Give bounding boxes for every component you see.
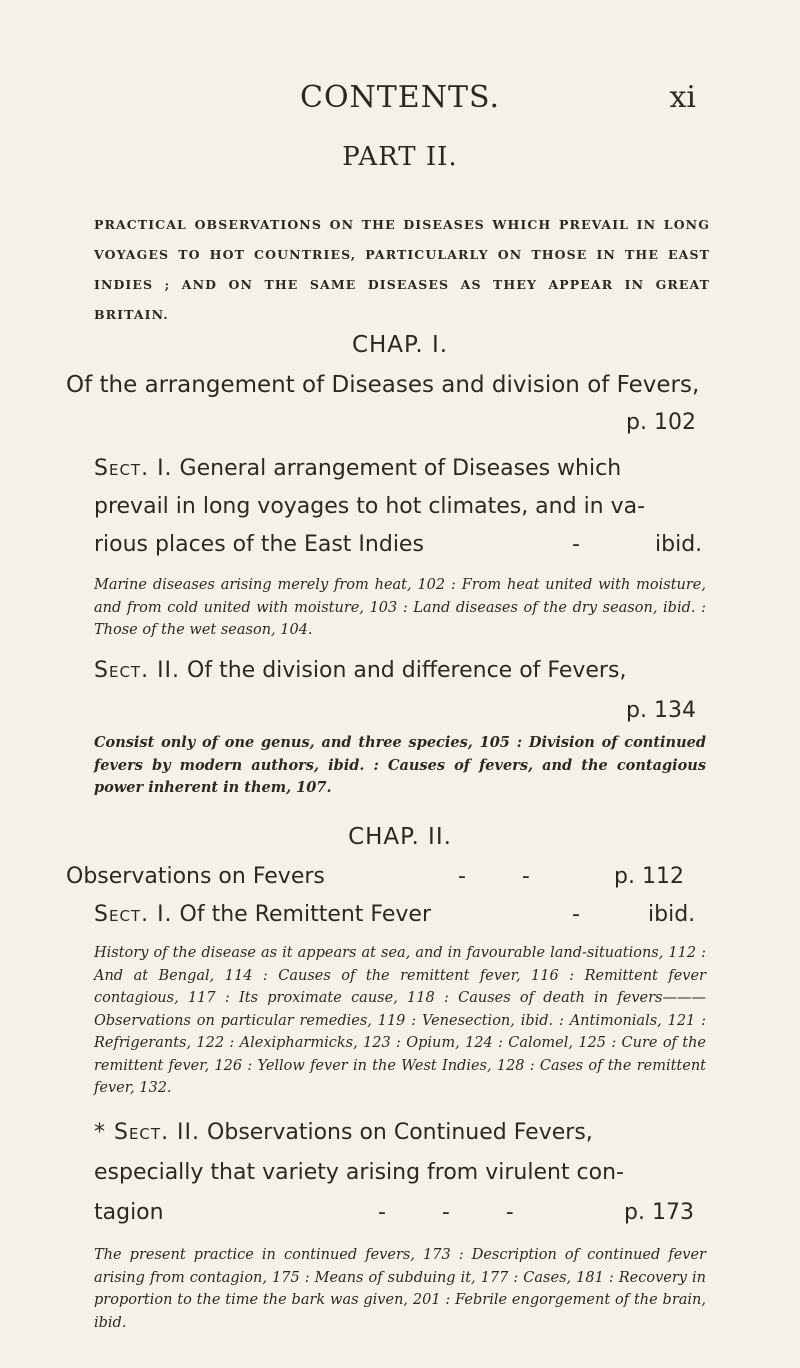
sect-1-1-title-text: General arrangement of Diseases which [179,456,622,481]
sect-2-1-title [94,896,431,934]
part-description: PRACTICAL OBSERVATIONS ON THE DISEASES WHICH PREVAIL IN LONG VOYAGES TO HOT COUNTRIES, PARTICULARLY ON THOSE IN THE EAST INDIES ; AND ON THE SAME DISEASES AS THEY APPEAR IN GREAT BRITAIN. [94,217,710,322]
sect-2-1-title-text: Of the Remittent Fever [179,902,432,927]
sect-1-1-dash: - [572,532,580,557]
sect-1-1-title-line1 [94,450,621,488]
sect-2-2-title-line1 [94,1114,593,1152]
chapter-2-heading: CHAP. II. [348,824,452,850]
chapter-1-title: Of the arrangement of Diseases and division of Fevers, [66,372,700,398]
sect-1-1-title-line2: prevail in long voyages to hot climates, and in va- [94,494,646,519]
running-header [0,80,800,124]
sect-2-1-summary: History of the disease as it appears at sea, and in favourable land-situations, 112 : And at Bengal, 114 : Causes of the remittent fever, 116 : Remittent fever contagious, 117 : Its proximate cause, 118 : Causes of death in fevers———Observations on particular remedies, 119 : Venesection, ibid. : Antimonials, 121 : Refrigerants, 122 : Alexipharmicks, 123 : Opium, 124 : Calomel, 125 : Cure of the remittent fever, 126 : Yellow fever in the West Indies, 128 : Cases of the remittent fever, 132. [94,945,706,1096]
sect-1-1-page: ibid. [655,532,703,557]
sect-2-2-dashes: - - - [378,1200,514,1225]
sect-1-1-label: Sect. I. [94,456,173,481]
chapter-2-title: Observations on Fevers [66,864,325,889]
sect-2-2-label: * Sect. II. [94,1120,201,1145]
sect-1-1-summary: Marine diseases arising merely from heat, 102 : From heat united with moisture, and from cold united with moisture, 103 : Land diseases of the dry season, ibid. : Those of the wet season, 104. [94,577,706,638]
chapter-2-dashes: - - [458,864,530,889]
sect-2-2-title-line3: tagion [94,1200,164,1225]
sect-1-2-title [94,652,626,690]
sect-1-1-title-line3: rious places of the East Indies [94,532,424,557]
sect-2-2-page: p. 173 [624,1200,694,1225]
sect-1-2-title-text: Of the division and difference of Fevers, [187,658,627,683]
running-title: CONTENTS. [300,80,500,115]
sect-2-1-dash: - [572,902,580,927]
page-number: xi [669,80,696,115]
part-title: PART II. [342,142,458,172]
sect-1-2-label: Sect. II. [94,658,181,683]
sect-2-1-page: ibid. [648,902,696,927]
sect-1-2-page: p. 134 [626,698,696,723]
sect-2-2-summary: The present practice in continued fevers, 173 : Description of continued fever arising from contagion, 175 : Means of subduing it, 177 : Cases, 181 : Recovery in proportion to the time the bark was given, 201 : Febrile engorgement of the brain, ibid. [94,1247,706,1331]
chapter-2-page: p. 112 [614,864,684,889]
sect-2-1-label: Sect. I. [94,902,173,927]
sect-1-2-summary: Consist only of one genus, and three species, 105 : Division of continued fevers by modern authors, ibid. : Causes of fevers, and the contagious power inherent in them, 107. [94,734,706,796]
sect-2-2-title-text: Observations on Continued Fevers, [207,1120,593,1145]
chapter-1-heading: CHAP. I. [351,332,449,358]
chapter-1-page: p. 102 [626,410,696,435]
sect-2-2-title-line2: especially that variety arising from virulent con- [94,1160,624,1185]
